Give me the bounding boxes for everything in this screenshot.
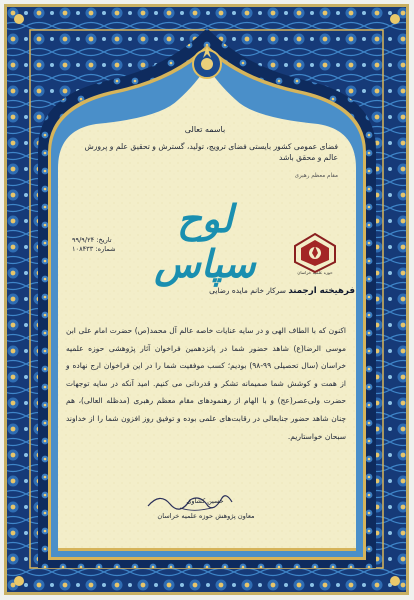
- quote-attribution: مقام معظم رهبری: [294, 173, 338, 179]
- recipient-line: [100, 286, 355, 296]
- date-label: تاریخ: ۹۹/۹/۲۴: [72, 236, 112, 244]
- basmala: باسمه تعالی: [184, 125, 226, 134]
- certificate-body: اکنون که با الطاف الهی و در سایه عنایات خاصه عالم آل محمد(ص) حضرت امام علی ابن موسی الرضا(ع) شاهد حضور شما در پانزدهمین فراخوان آثار پژوهشی حوزه علمیه خراسان (سال تحصیلی ۹۹-۹۸) بودیم؛ کسب موفقیت شما را در این فراخوان ارج نهاده و از همت و کوشش شما صمیمانه تشکر و قدردانی می کنیم. امید آنکه در سایه توجهات حضرت ولی‌عصر(عج) و با الهام از رهنمودهای مقام معظم رهبری (مدظله العالی)، هم چنان شاهد حضور جنابعالی در رقابت‌های علمی بوده و توفیق روز افزون شما را از خداوند سبحان خواستاریم.: [66, 326, 346, 441]
- seminary-logo: [290, 232, 340, 274]
- signature-title: معاون پژوهش حوزه علمیه خراسان: [157, 512, 255, 520]
- recipient-name: سرکار خانم مایده رضایی: [209, 286, 286, 295]
- leader-quote: فضای عمومی کشور بایستی فضای ترویج، تولید، گسترش و تحقیق علم و پرورش عالم و محقق باشد: [84, 142, 338, 162]
- certificate-title: لوح سپاس: [154, 196, 256, 286]
- signature-name: حسین کشاوی: [186, 497, 224, 505]
- recipient-label: فرهیخته ارجمند: [288, 286, 355, 296]
- logo-caption: حوزه علمیه خراسان: [297, 270, 333, 275]
- number-label: شماره: ۱۰۸۴۳۳: [72, 245, 116, 253]
